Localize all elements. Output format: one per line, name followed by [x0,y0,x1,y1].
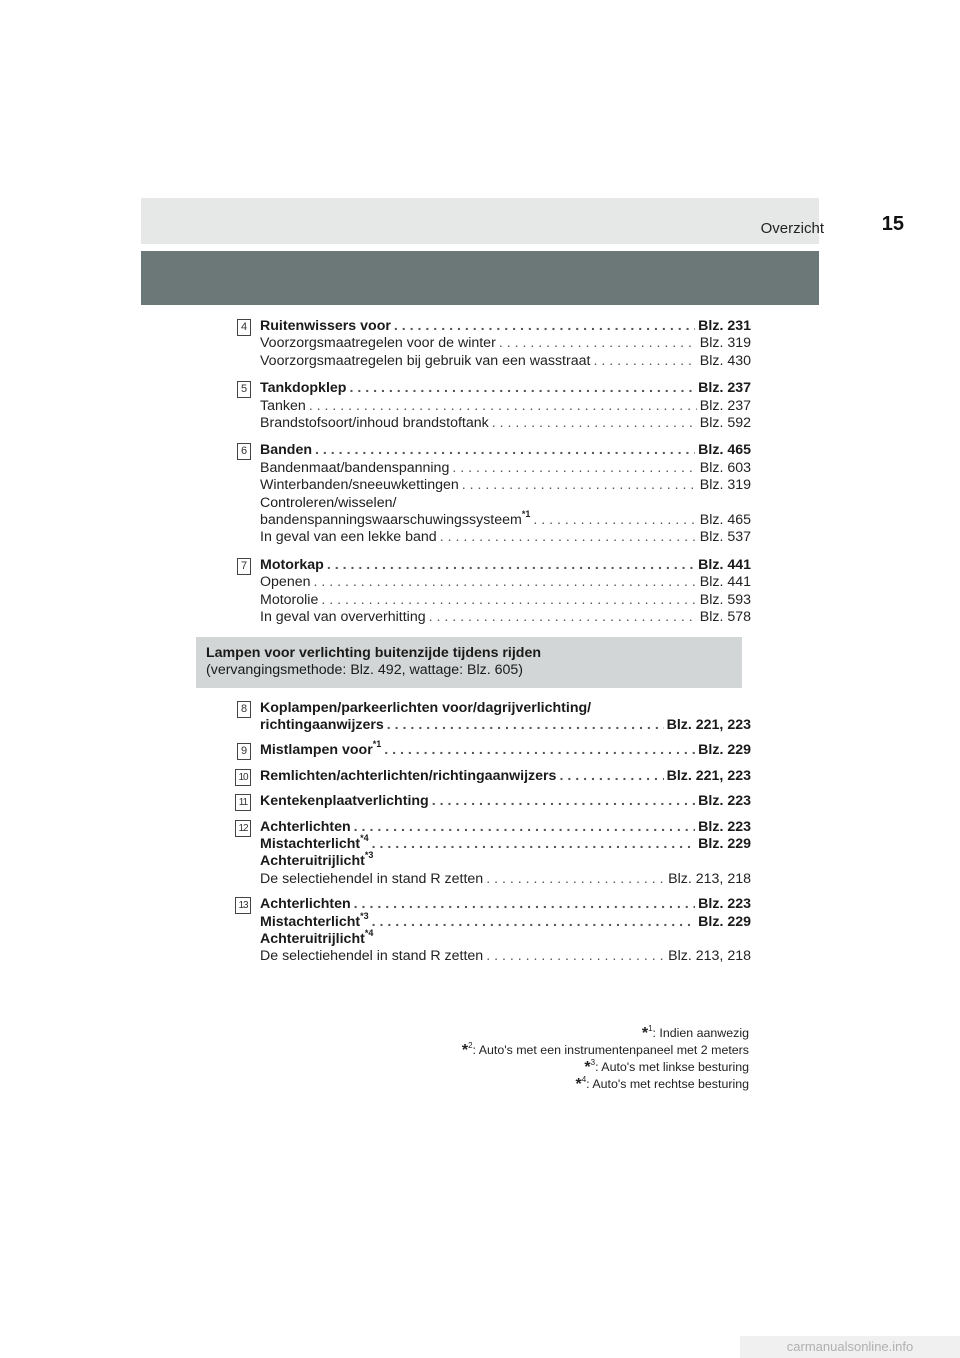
footnote-star: * [575,1076,582,1093]
footnote-text: : Auto's met een instrumentenpaneel met 2 meters [472,1043,749,1057]
footnote-ref: *3 [364,850,374,861]
leader-dots [387,717,664,734]
entry-group-4 [206,318,751,370]
entry-label: Openen [260,574,311,591]
entry-label: Brandstofsoort/inhoud brandstoftank [260,415,489,432]
footnote [462,1059,749,1076]
callout-number: 13 [235,897,251,914]
sub-entry [260,415,751,432]
entry-label: Kentekenplaatverlichting [260,793,429,810]
entry-label: Voorzorgsmaatregelen bij gebruik van een wasstraat [260,352,591,369]
leader-dots [372,914,696,931]
entry-label-line [260,927,751,948]
page-ref: Blz. 465 [698,442,751,459]
leader-dots [486,871,665,888]
leader-dots [372,836,696,853]
leader-dots [429,609,697,626]
entry-label [260,739,382,759]
page-ref: Blz. 237 [699,397,751,414]
callout-number: 5 [237,381,251,398]
sub-entry-wrap: Controleren/wisselen/ [260,494,397,511]
entry-label [260,910,369,931]
main-entry [260,380,751,397]
main-entry [260,442,751,459]
entry-label-text: Mistachterlicht [260,913,361,930]
footnote-number: 3 [590,1058,596,1067]
page-ref: Blz. 441 [698,556,751,573]
page-ref: Blz. 229 [698,742,751,759]
entry-label-text: Achteruitrijlicht [260,930,365,947]
callout-number: 10 [235,769,251,786]
leader-dots [593,353,696,370]
watermark-link[interactable]: carmanualsonline.info [740,1336,960,1358]
footnote-ref: *3 [360,910,369,921]
footnote-number: 4 [581,1075,587,1084]
leader-dots [309,398,697,415]
callout-number: 6 [237,443,251,460]
page-ref: Blz. 578 [699,609,751,626]
page-ref: Blz. 213, 218 [668,948,751,965]
page-ref: Blz. 430 [699,352,751,369]
section-band [196,637,742,688]
entry-label-line [260,850,751,870]
entry-label: In geval van een lekke band [260,529,437,546]
entry-label: Remlichten/achterlichten/richtingaanwijzers [260,767,557,784]
callout-number: 11 [235,794,251,811]
sub-entry [260,509,751,529]
callout-number: 9 [237,743,251,760]
entry-group-7 [206,557,751,627]
leader-dots [327,557,695,574]
entry-group-6 [206,442,751,546]
footnote-star: * [584,1059,591,1076]
entry-group-10 [206,768,751,785]
entry-label: richtingaanwijzers [260,716,384,733]
entry-label: Bandenmaat/bandenspanning [260,459,450,476]
entry-label: Voorzorgsmaatregelen voor de winter [260,335,496,352]
entry-label: Tanken [260,397,306,414]
entry-group-12 [206,819,751,889]
footnote-number: 1 [648,1024,653,1033]
sub-entry [260,353,751,370]
callout-number: 7 [237,558,251,575]
main-entry [260,768,751,785]
sub-entry [260,529,751,546]
page-ref: Blz. 229 [698,835,751,852]
leader-dots [349,380,695,397]
leader-dots [432,793,695,810]
entry-group-5 [206,380,751,432]
leader-dots [533,512,696,529]
entry-label: In geval van oververhitting [260,609,426,626]
leader-dots [440,529,697,546]
page-ref: Blz. 441 [699,574,751,591]
main-entry [260,717,751,734]
entry-label: Achterlichten [260,818,351,835]
leader-dots [394,318,695,335]
entry-label [260,832,369,853]
page-ref: Blz. 319 [699,477,751,494]
leader-dots [314,574,697,591]
section-title: Overzicht [760,220,824,237]
main-entry [260,910,751,931]
entry-group-13 [206,896,751,966]
entry-label-text: Mistlampen voor [260,742,373,759]
page-ref: Blz. 223 [698,793,751,810]
page-ref: Blz. 231 [698,318,751,334]
page-ref: Blz. 237 [698,380,751,397]
entry-label-text: Mistachterlicht [260,835,361,852]
page-ref: Blz. 213, 218 [668,870,751,887]
sub-entry [260,609,751,626]
leader-dots [492,415,697,432]
footnotes [462,1025,749,1093]
sub-entry [260,398,751,415]
leader-dots [499,335,697,352]
leader-dots [321,592,696,609]
entry-label: Tankdopklep [260,380,347,397]
content [206,318,751,974]
leader-dots [354,896,695,913]
leader-dots [486,948,665,965]
footnote-number: 2 [468,1041,473,1050]
footnote [462,1025,749,1042]
entry-label: Motorkap [260,556,324,573]
entry-label-text: Achteruitrijlicht [260,853,365,870]
header-top-bar [141,198,819,244]
main-entry [260,793,751,810]
entry-group-11 [206,793,751,810]
entry-label: Achterlichten [260,896,351,913]
footnote [462,1076,749,1093]
entry-label: Ruitenwissers voor [260,318,391,334]
sub-entry [260,948,751,965]
page-number: 15 [881,213,904,235]
leader-dots [452,460,696,477]
main-entry [260,318,751,335]
leader-dots [462,477,697,494]
page-ref: Blz. 223 [698,818,751,835]
entry-label: Motorolie [260,591,319,608]
sub-entry [260,335,751,352]
sub-entry [260,460,751,477]
entry-label-line: Koplampen/parkeerlichten voor/dagrijverlichting/ [260,699,592,716]
entry-label: De selectiehendel in stand R zetten [260,948,484,965]
entry-label: De selectiehendel in stand R zetten [260,870,484,887]
page-ref: Blz. 319 [699,335,751,352]
entry-label: Banden [260,442,313,459]
callout-number: 8 [237,701,251,718]
page-ref: Blz. 221, 223 [666,716,751,733]
footnote-ref: *1 [521,509,531,520]
main-entry [260,819,751,836]
footnote-text: : Indien aanwezig [652,1026,749,1040]
callout-number: 12 [235,820,251,837]
section-band-subtitle: (vervangingsmethode: Blz. 492, wattage: Blz. 605) [206,661,524,678]
page-ref: Blz. 229 [698,913,751,930]
callout-number: 4 [237,319,251,336]
page-ref: Blz. 465 [699,512,751,529]
page-ref: Blz. 537 [699,529,751,546]
main-entry [260,832,751,853]
footnote-text: : Auto's met linkse besturing [595,1060,749,1074]
entry-label-text: bandenspanningswaarschuwingssysteem [260,512,522,529]
page-ref: Blz. 592 [699,415,751,432]
main-entry [260,739,751,759]
main-entry [260,896,751,913]
header-band [141,251,819,305]
leader-dots [384,742,695,759]
footnote [462,1042,749,1059]
entry-label: Winterbanden/sneeuwkettingen [260,477,459,494]
page-ref: Blz. 593 [699,591,751,608]
sub-entry [260,477,751,494]
sub-entry [260,592,751,609]
page-ref: Blz. 603 [699,459,751,476]
footnote-star: * [641,1025,649,1042]
footnote-ref: *4 [364,927,374,938]
footnote-star: * [461,1042,469,1059]
sub-entry [260,871,751,888]
leader-dots [559,768,663,785]
leader-dots [354,819,695,836]
entry-group-8 [206,700,751,735]
entry-label [260,509,531,529]
main-entry [260,557,751,574]
leader-dots [315,442,695,459]
page-ref: Blz. 221, 223 [666,767,751,784]
entry-group-9 [206,739,751,759]
sub-entry [260,574,751,591]
page-ref: Blz. 223 [698,896,751,913]
section-band-title: Lampen voor verlichting buitenzijde tijdens rijden [206,644,542,661]
footnote-ref: *1 [372,739,382,750]
footnote-text: : Auto's met rechtse besturing [586,1077,749,1091]
footnote-ref: *4 [360,832,369,843]
